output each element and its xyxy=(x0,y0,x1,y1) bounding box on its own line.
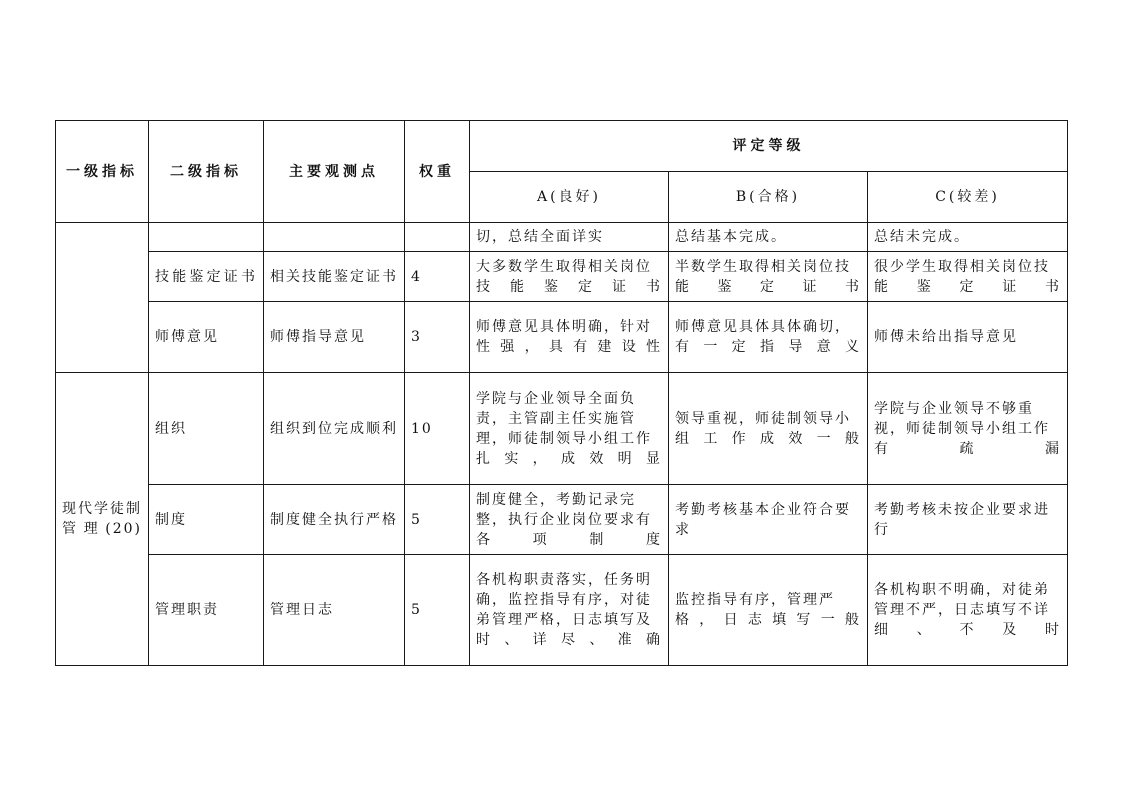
grade-a-cell: 各机构职责落实，任务明确，监控指导有序，对徒弟管理严格，日志填写及时、详尽、准确 xyxy=(470,555,669,666)
header-observation: 主要观测点 xyxy=(264,121,405,223)
grade-c-cell: 总结未完成。 xyxy=(868,223,1068,252)
grade-a-cell: 切，总结全面详实 xyxy=(470,223,669,252)
level2-cell: 技能鉴定证书 xyxy=(149,252,264,302)
level1-cell-empty xyxy=(56,223,149,373)
grade-c-cell: 各机构职不明确，对徒弟管理不严，日志填写不详细、不及时 xyxy=(868,555,1068,666)
observation-cell xyxy=(264,223,405,252)
weight-cell: 4 xyxy=(405,252,470,302)
level2-cell: 管理职责 xyxy=(149,555,264,666)
evaluation-table xyxy=(55,120,1068,666)
table-row xyxy=(56,485,1068,555)
weight-cell xyxy=(405,223,470,252)
header-level2: 二级指标 xyxy=(149,121,264,223)
header-grade-c: C(较差) xyxy=(868,172,1068,223)
grade-b-cell: 师傅意见具体具体确切，有一定指导意义 xyxy=(669,302,868,373)
grade-b-cell: 领导重视，师徒制领导小组工作成效一般 xyxy=(669,373,868,485)
grade-c-cell: 学院与企业领导不够重视，师徒制领导小组工作有疏漏 xyxy=(868,373,1068,485)
grade-a-cell: 师傅意见具体明确，针对性强，具有建设性 xyxy=(470,302,669,373)
observation-cell: 组织到位完成顺利 xyxy=(264,373,405,485)
grade-c-cell: 考勤考核未按企业要求进行 xyxy=(868,485,1068,555)
header-grade-a: A(良好) xyxy=(470,172,669,223)
observation-cell: 管理日志 xyxy=(264,555,405,666)
weight-cell: 10 xyxy=(405,373,470,485)
level2-cell: 组织 xyxy=(149,373,264,485)
header-grade-b: B(合格) xyxy=(669,172,868,223)
level2-cell: 师傅意见 xyxy=(149,302,264,373)
table-row xyxy=(56,555,1068,666)
level2-cell xyxy=(149,223,264,252)
weight-cell: 3 xyxy=(405,302,470,373)
table-row xyxy=(56,223,1068,252)
header-grade-group: 评定等级 xyxy=(470,121,1068,172)
grade-a-cell: 大多数学生取得相关岗位技能鉴定证书 xyxy=(470,252,669,302)
header-row-top xyxy=(56,121,1068,172)
grade-b-cell: 考勤考核基本企业符合要求 xyxy=(669,485,868,555)
header-level1: 一级指标 xyxy=(56,121,149,223)
table-row xyxy=(56,302,1068,373)
grade-c-cell: 很少学生取得相关岗位技能鉴定证书 xyxy=(868,252,1068,302)
grade-a-cell: 学院与企业领导全面负责，主管副主任实施管理，师徒制领导小组工作扎实，成效明显 xyxy=(470,373,669,485)
observation-cell: 师傅指导意见 xyxy=(264,302,405,373)
weight-cell: 5 xyxy=(405,485,470,555)
table-row xyxy=(56,252,1068,302)
table-row xyxy=(56,373,1068,485)
level1-cell: 现代学徒制管理(20) xyxy=(56,373,149,666)
observation-cell: 制度健全执行严格 xyxy=(264,485,405,555)
grade-b-cell: 总结基本完成。 xyxy=(669,223,868,252)
grade-b-cell: 半数学生取得相关岗位技能鉴定证书 xyxy=(669,252,868,302)
grade-a-cell: 制度健全，考勤记录完整，执行企业岗位要求有各项制度 xyxy=(470,485,669,555)
grade-b-cell: 监控指导有序，管理严格，日志填写一般 xyxy=(669,555,868,666)
level2-cell: 制度 xyxy=(149,485,264,555)
header-weight: 权重 xyxy=(405,121,470,223)
weight-cell: 5 xyxy=(405,555,470,666)
grade-c-cell: 师傅未给出指导意见 xyxy=(868,302,1068,373)
observation-cell: 相关技能鉴定证书 xyxy=(264,252,405,302)
